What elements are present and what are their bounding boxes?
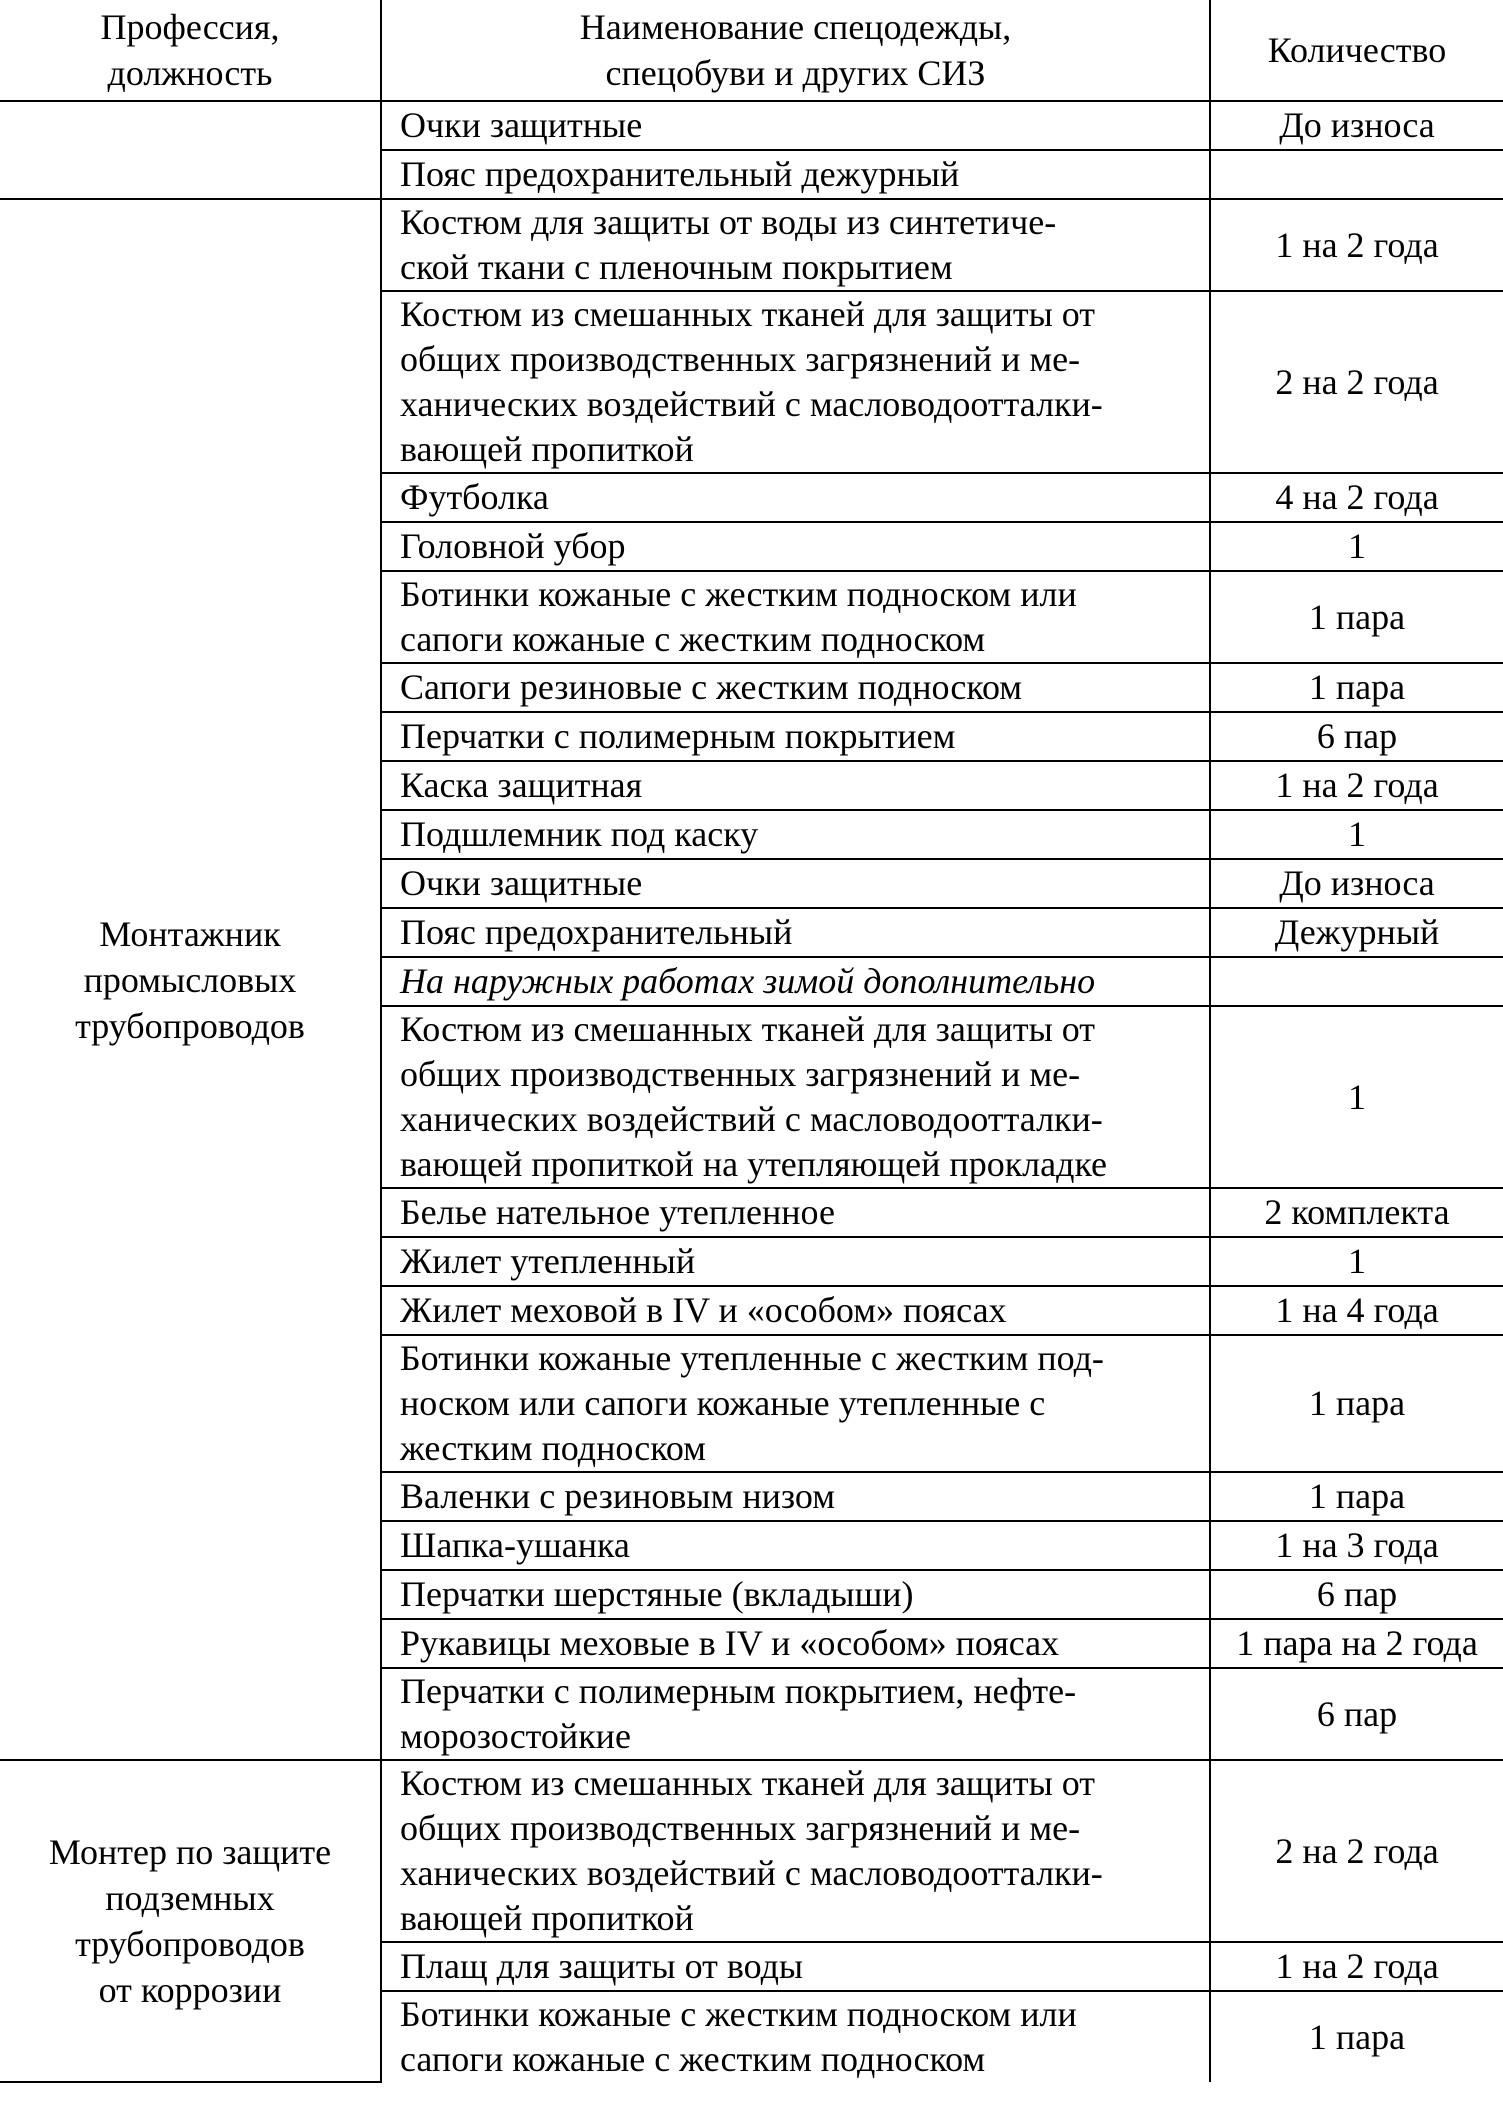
table-row (0, 101, 1503, 150)
quantity-cell: 1 пара (1210, 663, 1503, 712)
item-cell: Жилет утепленный (381, 1237, 1210, 1286)
item-cell: Головной убор (381, 522, 1210, 571)
quantity-cell: Дежурный (1210, 908, 1503, 957)
item-cell: Пояс предохранительный (381, 908, 1210, 957)
quantity-cell (1210, 150, 1503, 199)
quantity-cell: 6 пар (1210, 712, 1503, 761)
item-cell: Перчатки шерстяные (вкладыши) (381, 1570, 1210, 1619)
item-cell: Перчатки с полимерным покрытием (381, 712, 1210, 761)
table-row (0, 199, 1503, 291)
quantity-cell: 1 (1210, 1006, 1503, 1188)
quantity-cell: До износа (1210, 101, 1503, 150)
quantity-cell: 1 на 2 года (1210, 1942, 1503, 1991)
item-cell: Жилет меховой в IV и «особом» поясах (381, 1286, 1210, 1335)
item-cell: Плащ для защиты от воды (381, 1942, 1210, 1991)
quantity-cell: 1 пара на 2 года (1210, 1619, 1503, 1668)
item-cell: Костюм из смешанных тканей для защиты от общих производственных загрязнений и ме- ханических воздействий с масловодоотталки- вающей пропиткой (381, 1760, 1210, 1942)
quantity-cell: 1 на 4 года (1210, 1286, 1503, 1335)
table-row (0, 1760, 1503, 1942)
item-cell: Белье нательное утепленное (381, 1188, 1210, 1237)
quantity-cell: 1 на 2 года (1210, 199, 1503, 291)
item-cell: Пояс предохранительный дежурный (381, 150, 1210, 199)
item-cell: Перчатки с полимерным покрытием, нефте- морозостойкие (381, 1668, 1210, 1760)
item-cell: Шапка-ушанка (381, 1521, 1210, 1570)
quantity-cell: 1 пара (1210, 1991, 1503, 2082)
item-cell: Костюм из смешанных тканей для защиты от общих производственных загрязнений и ме- ханических воздействий с масловодоотталки- вающей пропиткой (381, 291, 1210, 473)
item-cell: Ботинки кожаные с жестким подноском или сапоги кожаные с жестким подноском (381, 571, 1210, 663)
profession-cell: Монтажник промысловых трубопроводов (0, 199, 381, 1760)
quantity-cell: 2 на 2 года (1210, 291, 1503, 473)
item-cell: Ботинки кожаные утепленные с жестким под- носком или сапоги кожаные утепленные с жестким подноском (381, 1335, 1210, 1472)
profession-cell (0, 101, 381, 199)
quantity-cell: 1 (1210, 1237, 1503, 1286)
item-cell: Костюм для защиты от воды из синтетиче- ской ткани с пленочным покрытием (381, 199, 1210, 291)
quantity-cell: До износа (1210, 859, 1503, 908)
quantity-cell: 1 на 2 года (1210, 761, 1503, 810)
table-header (0, 0, 1503, 101)
quantity-cell: 4 на 2 года (1210, 473, 1503, 522)
quantity-cell: 1 (1210, 810, 1503, 859)
quantity-cell: 1 (1210, 522, 1503, 571)
item-cell: Очки защитные (381, 859, 1210, 908)
header-row (0, 0, 1503, 101)
quantity-cell: 1 пара (1210, 1335, 1503, 1472)
quantity-cell: 6 пар (1210, 1668, 1503, 1760)
profession-cell: Монтер по защите подземных трубопроводов от коррозии (0, 1760, 381, 2082)
header-item: Наименование спецодежды, спецобуви и других СИЗ (381, 0, 1210, 101)
header-quantity: Количество (1210, 0, 1503, 101)
quantity-cell: 2 на 2 года (1210, 1760, 1503, 1942)
table-body (0, 101, 1503, 2082)
section-note-cell: На наружных работах зимой дополнительно (381, 957, 1210, 1006)
item-cell: Очки защитные (381, 101, 1210, 150)
item-cell: Подшлемник под каску (381, 810, 1210, 859)
quantity-cell (1210, 957, 1503, 1006)
item-cell: Валенки с резиновым низом (381, 1472, 1210, 1521)
item-cell: Футболка (381, 473, 1210, 522)
quantity-cell: 2 комплекта (1210, 1188, 1503, 1237)
quantity-cell: 1 пара (1210, 571, 1503, 663)
item-cell: Костюм из смешанных тканей для защиты от общих производственных загрязнений и ме- ханических воздействий с масловодоотталки- вающей пропиткой на утепляющей прокладке (381, 1006, 1210, 1188)
item-cell: Ботинки кожаные с жестким подноском или сапоги кожаные с жестким подноском (381, 1991, 1210, 2082)
item-cell: Сапоги резиновые с жестким подноском (381, 663, 1210, 712)
header-profession: Профессия, должность (0, 0, 381, 101)
item-cell: Каска защитная (381, 761, 1210, 810)
item-cell: Рукавицы меховые в IV и «особом» поясах (381, 1619, 1210, 1668)
quantity-cell: 1 на 3 года (1210, 1521, 1503, 1570)
quantity-cell: 1 пара (1210, 1472, 1503, 1521)
quantity-cell: 6 пар (1210, 1570, 1503, 1619)
